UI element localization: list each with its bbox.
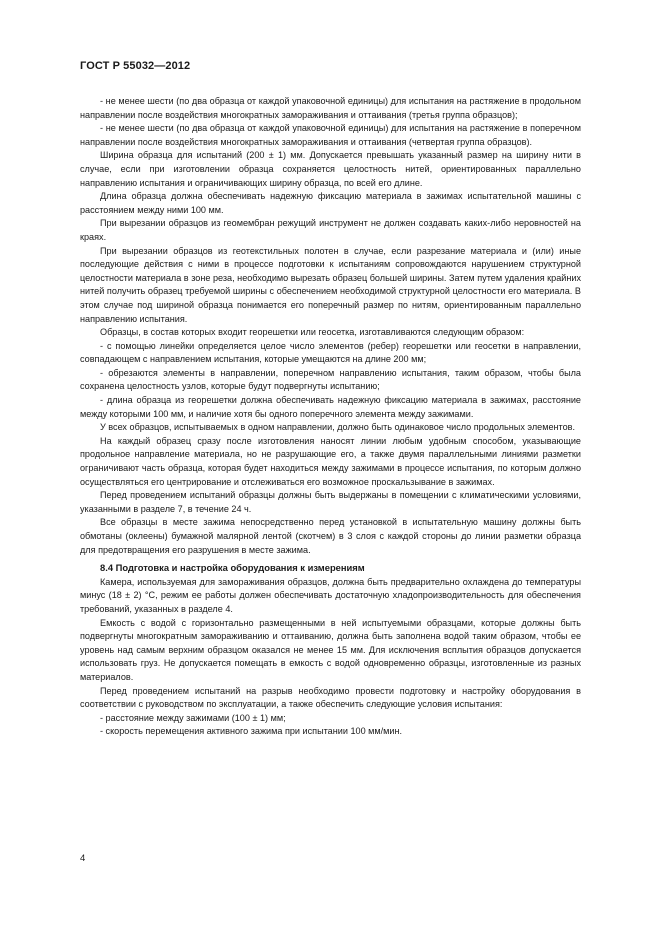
page-number: 4 <box>80 853 86 864</box>
paragraph: Длина образца должна обеспечивать надежную фиксацию материала в зажимах испытательной машины с расстоянием между ними 100 мм. <box>80 191 581 215</box>
document-header: ГОСТ Р 55032—2012 <box>80 60 191 72</box>
paragraph: Емкость с водой с горизонтально размещенными в ней испытуемыми образцами, которые должны быть подвергнуты многократным замораживанию и оттаиванию, должна быть заполнена водой таким образом, чтобы ее уровень над самым верхним образцом оказался не менее 15 мм. Для исключения всплытия образцов допускается использовать груз. Не допускается помещать в емкость с водой одновременно образцы, изготовленные из разных материалов. <box>80 617 581 682</box>
paragraph: При вырезании образцов из геомембран режущий инструмент не должен создавать каких-либо неровностей на краях. <box>80 218 581 242</box>
list-item: - скорость перемещения активного зажима при испытании 100 мм/мин. <box>100 726 403 737</box>
list-item: - с помощью линейки определяется целое число элементов (ребер) георешетки или геосетки в направлении, совпадающем с направлением испытания, которые умещаются на длине 200 мм; <box>80 340 581 365</box>
paragraph: Ширина образца для испытаний (200 ± 1) мм. Допускается превышать указанный размер на ширину нити в случае, если при изготовлении образца сохраняется целостность нитей, ориентированных параллельно направлению испытания и ограничивающих ширину образца, по всей его длине. <box>80 150 581 188</box>
paragraph: - не менее шести (по два образца от каждой упаковочной единицы) для испытания на растяжение в продольном направлении после воздействия многократных замораживания и оттаивания (третья группа образцов); <box>80 96 581 120</box>
list-item: - расстояние между зажимами (100 ± 1) мм; <box>100 712 286 723</box>
paragraph: Все образцы в месте зажима непосредственно перед установкой в испытательную машину должны быть обмотаны (оклеены) бумажной малярной лентой (скотчем) в 3 слоя с каждой стороны до линии разметки образца для предотвращения его разрушения в месте зажима. <box>80 517 581 555</box>
section-heading: 8.4 Подготовка и настройка оборудования к измерениям <box>100 562 365 574</box>
paragraph: У всех образцов, испытываемых в одном направлении, должно быть одинаковое число продольных элементов. <box>100 422 576 433</box>
paragraph: Перед проведением испытаний на разрыв необходимо провести подготовку и настройку оборудования в соответствии с руководством по эксплуатации, а также обеспечить следующие условия испытания: <box>80 685 581 710</box>
paragraph: - не менее шести (по два образца от каждой упаковочной единицы) для испытания на растяжение в поперечном направлении после воздействия многократных замораживания и оттаивания (четвертая группа образцов). <box>80 123 581 147</box>
document-body <box>80 95 581 739</box>
paragraph: Перед проведением испытаний образцы должны быть выдержаны в помещении с климатическими условиями, указанными в разделе 7, в течение 24 ч. <box>80 490 581 514</box>
list-item: - обрезаются элементы в направлении, поперечном направлению испытания, таким образом, чтобы была сохранена целостность узлов, которые будут подвергнуты испытанию; <box>80 367 581 392</box>
paragraph: На каждый образец сразу после изготовления наносят линии любым удобным способом, указывающие продольное направление материала, но не разрушающие его, а также двумя параллельными линиями разметки ограничивают часть образца, которая будет находиться между зажимами в процессе испытания, по которым должно осуществляться его центрирование и отслеживаться его возможное проскальзывание в зажимах. <box>80 435 581 487</box>
paragraph: Образцы, в состав которых входит георешетки или геосетка, изготавливаются следующим образом: <box>100 327 525 338</box>
paragraph: При вырезании образцов из геотекстильных полотен в случае, если разрезание материала и (или) иные последующие действия с ними в процессе подготовки к испытаниям сопровождаются нарушением структурной целостности материала в зоне реза, необходимо вырезать образец большей ширины. Затем путем удаления крайних нитей получить образец требуемой ширины с обеспечением необходимой структурной целостности его материала. В этом случае под шириной образца понимается его поперечный размер по нитям, ориентированным параллельно направлению испытания. <box>80 245 581 324</box>
list-item: - длина образца из георешетки должна обеспечивать надежную фиксацию материала в зажимах, расстояние между которыми 100 мм, и наличие хотя бы одного поперечного элемента между зажимами. <box>80 395 581 419</box>
paragraph: Камера, используемая для замораживания образцов, должна быть предварительно охлаждена до температуры минус (18 ± 2) °С, режим ее работы должен обеспечивать достаточную хладопроизводительность для обеспечения требований, указанных в разделе 4. <box>80 576 581 614</box>
